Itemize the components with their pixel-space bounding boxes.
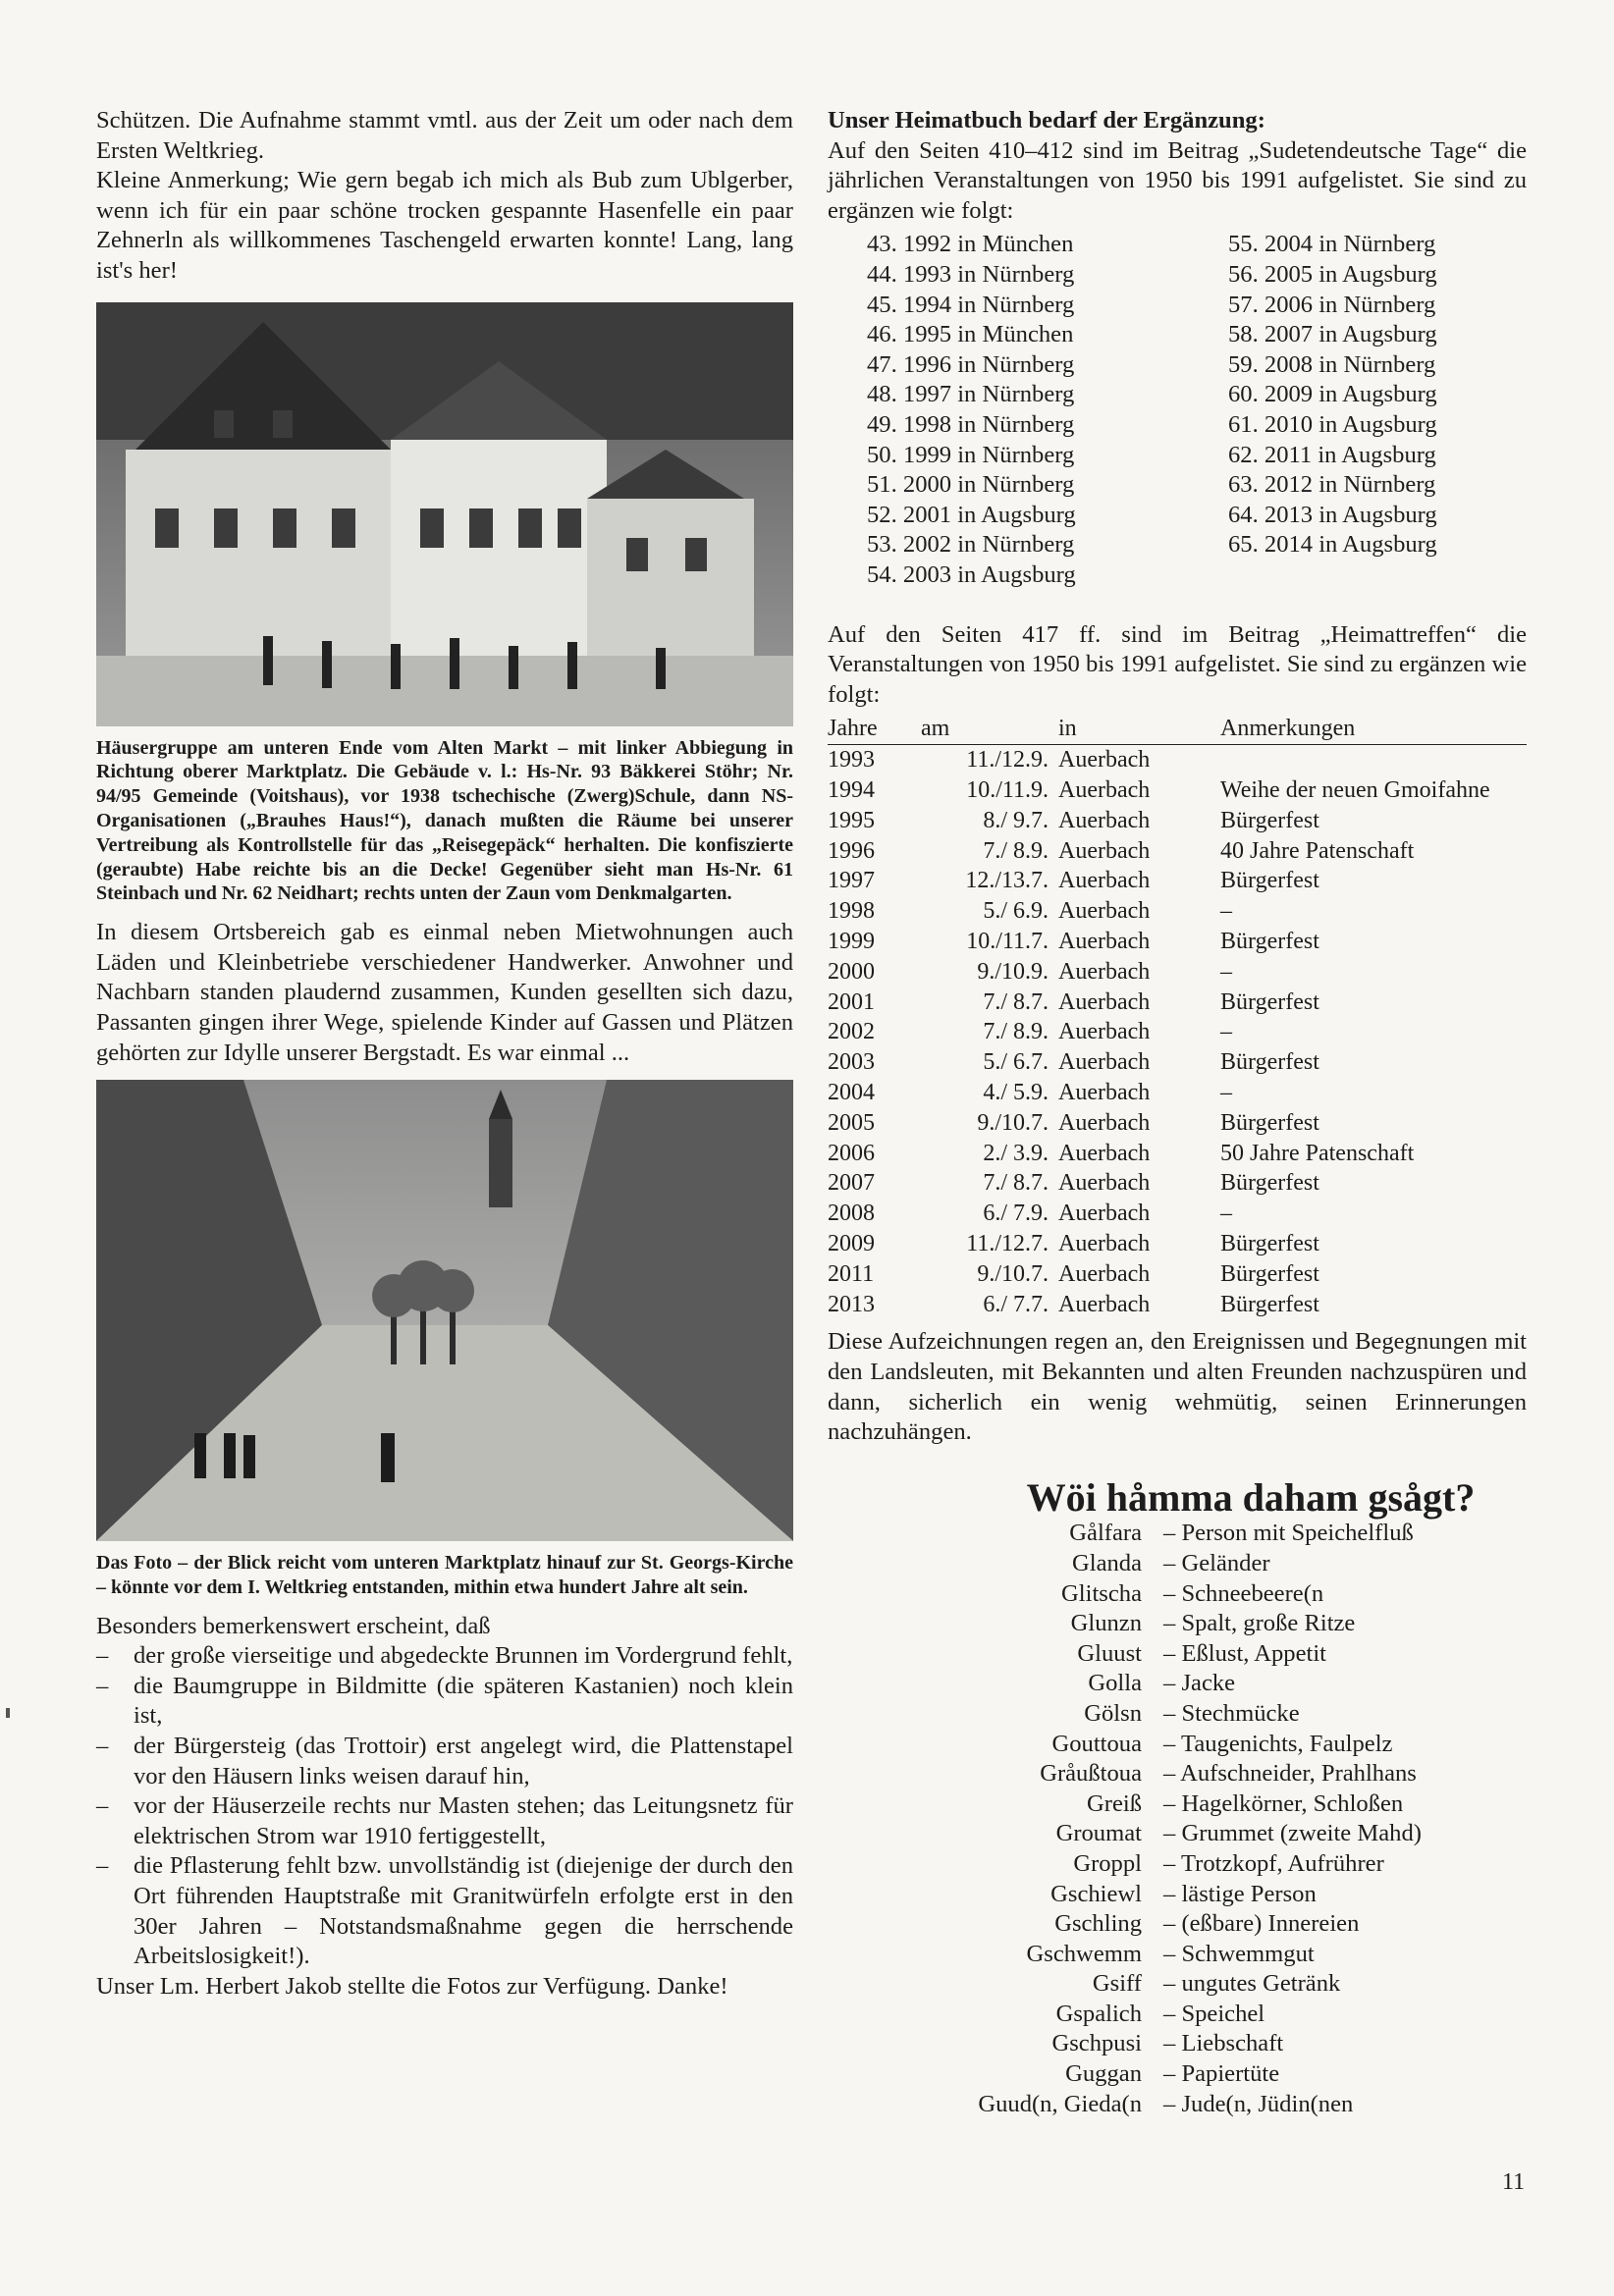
cell-place: Auerbach: [1058, 1291, 1151, 1317]
cell-date: 11./12.9.: [966, 747, 1049, 774]
table-row: [828, 1290, 1527, 1320]
meaning-text: ungutes Getränk: [1181, 1970, 1341, 1998]
dash-separator: –: [1163, 1880, 1182, 1907]
list-item: 62. 2011 in Augsburg: [1228, 441, 1436, 468]
glossary-entry: [828, 1730, 1527, 1760]
dash-separator: –: [1163, 2030, 1182, 2057]
cell-note: 40 Jahre Patenschaft: [1220, 837, 1415, 864]
dialect-title: Wöi håmma daham gsågt?: [1026, 1474, 1476, 1520]
dialect-word: Gsiff: [1092, 1970, 1142, 1998]
dialect-word: Gschling: [1054, 1910, 1142, 1938]
dialect-word: Gschwemm: [1026, 1940, 1142, 1967]
dialect-meaning: [1163, 2059, 1527, 2090]
header-anmerkungen: Anmerkungen: [1220, 714, 1527, 745]
dialect-meaning: [1163, 1549, 1527, 1579]
meaning-text: Grummet (zweite Mahd): [1181, 1820, 1422, 1847]
dash-separator: –: [1163, 1820, 1182, 1847]
cell-year: 2011: [828, 1260, 875, 1287]
meaning-text: Jacke: [1181, 1670, 1236, 1697]
cell-note: Bürgerfest: [1220, 1231, 1319, 1257]
cell-year: 2003: [828, 1049, 875, 1076]
dialect-meaning: [1163, 2029, 1527, 2059]
list-item: 46. 1995 in München: [867, 321, 1074, 348]
dialect-meaning: [1163, 1909, 1527, 1940]
glossary-entry: [828, 1699, 1527, 1730]
cell-note: Weihe der neuen Gmoifahne: [1220, 777, 1490, 804]
meaning-text: (eßbare) Innereien: [1181, 1910, 1360, 1938]
closing-reflection-paragraph: Diese Aufzeichnungen regen an, den Ereignissen und Begegnungen mit den Landsleuten, mit Bekannten und alten Freunden nachzuspüren und dann, sicherlich ein wenig wehmütig, seinen Erinnerungen nachzuhängen.: [828, 1328, 1527, 1446]
years-list: [828, 230, 1527, 590]
dialect-word: Gråußtoua: [1040, 1760, 1142, 1788]
cell-place: Auerbach: [1058, 747, 1151, 774]
dialect-word: Gschiewl: [1050, 1880, 1142, 1907]
cell-year: 2002: [828, 1019, 875, 1045]
cell-date: 7./ 8.7.: [983, 988, 1049, 1015]
dialect-meaning: [1163, 1519, 1527, 1549]
photo-caption-1: Häusergruppe am unteren Ende vom Alten Markt – mit linker Abbiegung in Richtung oberer Marktplatz. Die Gebäude v. l.: Hs-Nr. 93 Bäkkerei Stöhr; Nr. 94/95 Gemeinde (Voitshaus), vor 1938 tschechische (Zwerg)Schule, dann NS-Organisationen („Brauhes Haus!“), danach mußten die Räume bei unserer Vertreibung als Kontrollstelle für das „Reisegepäck“ herhalten. Die konfiszierte (geraubte) Habe reichte bis an die Decke! Gegenüber sieht man Hs-Nr. 61 Steinbach und Nr. 62 Neidhart; rechts unten der Zaun vom Denkmalgarten.: [96, 736, 793, 905]
list-item: 51. 2000 in Nürnberg: [867, 471, 1075, 499]
list-item: 43. 1992 in München: [867, 231, 1074, 258]
remarkable-list: [96, 1641, 793, 1972]
cell-place: Auerbach: [1058, 1019, 1151, 1045]
meaning-text: Aufschneider, Prahlhans: [1180, 1760, 1417, 1788]
list-item: – der große vierseitige und abgedeckte Brunnen im Vordergrund fehlt,: [96, 1641, 793, 1672]
cell-year: 1995: [828, 807, 875, 833]
dialect-word: Gspalich: [1055, 2000, 1142, 2027]
dash-separator: –: [1163, 1730, 1182, 1757]
dialect-word: Golla: [1088, 1670, 1142, 1697]
glossary-entry: [828, 1669, 1527, 1699]
dialect-word: Guud(n, Gieda(n: [978, 2090, 1142, 2117]
dash-separator: –: [1163, 2090, 1182, 2117]
cell-date: 9./10.9.: [977, 958, 1049, 985]
table-row: [828, 806, 1527, 836]
cell-year: 2006: [828, 1140, 875, 1166]
dash-separator: –: [1163, 1639, 1182, 1667]
dialect-word: Gouttoua: [1051, 1730, 1142, 1757]
dash-separator: –: [1163, 1610, 1182, 1637]
table-row: [828, 1199, 1527, 1229]
table-row: [828, 775, 1527, 806]
meaning-text: Hagelkörner, Schloßen: [1181, 1789, 1404, 1817]
table-body: [828, 745, 1527, 1320]
cell-year: 1994: [828, 777, 875, 804]
list-item: 64. 2013 in Augsburg: [1228, 501, 1437, 528]
meaning-text: Liebschaft: [1181, 2030, 1284, 2057]
dialect-glossary: [828, 1519, 1527, 2119]
glossary-entry: [828, 1880, 1527, 1910]
table-row: [828, 1047, 1527, 1078]
cell-year: 2005: [828, 1109, 875, 1136]
dash-separator: –: [1163, 1910, 1182, 1938]
cell-year: 2007: [828, 1170, 875, 1197]
table-row: [828, 1078, 1527, 1108]
dialect-word: Gluust: [1077, 1639, 1142, 1667]
cell-date: 6./ 7.7.: [983, 1291, 1049, 1317]
dash-separator: –: [1163, 1789, 1182, 1817]
remarkable-intro: Besonders bemerkenswert erscheint, daß: [96, 1612, 491, 1639]
cell-date: 5./ 6.7.: [983, 1049, 1049, 1076]
dialect-word: Greiß: [1087, 1789, 1142, 1817]
cell-year: 2013: [828, 1291, 875, 1317]
cell-year: 2008: [828, 1201, 875, 1227]
list-item: – vor der Häuserzeile rechts nur Masten stehen; das Leitungsnetz für elektrischen Strom war 1910 fertiggestellt,: [96, 1791, 793, 1851]
dash-separator: –: [1163, 1549, 1182, 1576]
table-row: [828, 896, 1527, 927]
cell-date: 2./ 3.9.: [983, 1140, 1049, 1166]
cell-note: –: [1220, 958, 1232, 985]
cell-date: 7./ 8.9.: [983, 1019, 1049, 1045]
years-column-2: [1177, 230, 1527, 590]
dialect-meaning: [1163, 1759, 1527, 1789]
table-row: [828, 866, 1527, 896]
glossary-entry: [828, 2090, 1527, 2120]
dialect-meaning: [1163, 1699, 1527, 1730]
dash-separator: –: [1163, 2060, 1182, 2088]
glossary-entry: [828, 1940, 1527, 1970]
photo-caption-2: Das Foto – der Blick reicht vom unteren Marktplatz hinauf zur St. Georgs-Kirche – könnte vor dem I. Weltkrieg entstanden, mithin etwa hundert Jahre alt sein.: [96, 1552, 793, 1598]
meaning-text: Spalt, große Ritze: [1181, 1610, 1356, 1637]
cell-note: Bürgerfest: [1220, 1170, 1319, 1197]
list-item: 54. 2003 in Augsburg: [867, 561, 1076, 588]
cell-place: Auerbach: [1058, 1231, 1151, 1257]
dialect-meaning: [1163, 1669, 1527, 1699]
cell-year: 1996: [828, 837, 875, 864]
list-item: 48. 1997 in Nürnberg: [867, 381, 1075, 408]
dialect-meaning: [1163, 1819, 1527, 1849]
dialect-word: Groppl: [1073, 1849, 1142, 1877]
list-item: 57. 2006 in Nürnberg: [1228, 291, 1436, 318]
meaning-text: Schwemmgut: [1181, 1940, 1315, 1967]
table-row: [828, 1108, 1527, 1139]
dialect-word: Gölsn: [1084, 1699, 1142, 1727]
heimattreffen-paragraph: Auf den Seiten 417 ff. sind im Beitrag „Heimattreffen“ die Veranstaltungen von 1950 bis 1991 aufgelistet. Sie sind zu ergänzen wie folgt:: [828, 620, 1527, 708]
section-heading: Unser Heimatbuch bedarf der Ergänzung:: [828, 107, 1265, 133]
cell-place: Auerbach: [1058, 837, 1151, 864]
table-row: [828, 988, 1527, 1018]
cell-place: Auerbach: [1058, 1109, 1151, 1136]
table-row: [828, 745, 1527, 775]
table-row: [828, 957, 1527, 988]
left-column: [96, 106, 793, 2002]
cell-year: 2001: [828, 988, 875, 1015]
list-item: 60. 2009 in Augsburg: [1228, 381, 1437, 408]
list-item: 65. 2014 in Augsburg: [1228, 531, 1437, 559]
list-item: 49. 1998 in Nürnberg: [867, 410, 1075, 438]
cell-place: Auerbach: [1058, 1080, 1151, 1106]
glossary-entry: [828, 1639, 1527, 1670]
sudetendeutsche-tage-paragraph: Auf den Seiten 410–412 sind im Beitrag „Sudetendeutsche Tage“ die jährlichen Veranstaltungen von 1950 bis 1991 aufgelistet. Sie sind zu ergänzen wie folgt:: [828, 136, 1527, 224]
cell-date: 6./ 7.9.: [983, 1201, 1049, 1227]
years-column-1: [828, 230, 1177, 590]
cell-note: Bürgerfest: [1220, 1291, 1319, 1317]
header-in: in: [1058, 714, 1220, 745]
cell-place: Auerbach: [1058, 807, 1151, 833]
cell-note: Bürgerfest: [1220, 1109, 1319, 1136]
cell-date: 4./ 5.9.: [983, 1080, 1049, 1106]
list-item: – die Pflasterung fehlt bzw. unvollständig ist (diejenige der durch den Ort führenden Hauptstraße mit Granitwürfeln erfolgte erst in den 30er Jahren – Notstandsmaßnahme gegen die herrschende Arbeitslosigkeit!).: [96, 1851, 793, 1971]
cell-date: 11./12.7.: [966, 1231, 1049, 1257]
dialect-word: Guggan: [1065, 2060, 1142, 2088]
dialect-meaning: [1163, 1579, 1527, 1610]
meaning-text: Schneebeere(n: [1181, 1579, 1324, 1607]
cell-year: 2004: [828, 1080, 875, 1106]
meaning-text: Jude(n, Jüdin(nen: [1181, 2090, 1354, 2117]
photo-marketplace: [96, 1080, 793, 1541]
page-number: 11: [1502, 2169, 1526, 2195]
meaning-text: Person mit Speichelfluß: [1181, 1520, 1414, 1547]
dialect-meaning: [1163, 1609, 1527, 1639]
glossary-entry: [828, 1549, 1527, 1579]
list-item: 56. 2005 in Augsburg: [1228, 260, 1437, 288]
dash-separator: –: [1163, 1699, 1182, 1727]
cell-note: Bürgerfest: [1220, 807, 1319, 833]
header-jahre: Jahre: [828, 714, 921, 745]
dialect-word: Gålfara: [1069, 1520, 1142, 1547]
meaning-text: Speichel: [1181, 2000, 1265, 2027]
table-row: [828, 836, 1527, 867]
cell-place: Auerbach: [1058, 868, 1151, 894]
photo-marketplace-image: [96, 1080, 793, 1541]
cell-date: 10./11.7.: [966, 929, 1049, 955]
dialect-word: Groumat: [1055, 1820, 1142, 1847]
glossary-entry: [828, 1579, 1527, 1610]
intro-paragraph-1: Schützen. Die Aufnahme stammt vmtl. aus der Zeit um oder nach dem Ersten Weltkrieg.: [96, 107, 793, 164]
meaning-text: Eßlust, Appetit: [1181, 1639, 1327, 1667]
cell-date: 9./10.7.: [977, 1109, 1049, 1136]
table-row: [828, 927, 1527, 957]
dialect-meaning: [1163, 1849, 1527, 1880]
cell-place: Auerbach: [1058, 958, 1151, 985]
meaning-text: Taugenichts, Faulpelz: [1181, 1730, 1393, 1757]
cell-place: Auerbach: [1058, 988, 1151, 1015]
cell-date: 7./ 8.9.: [983, 837, 1049, 864]
list-item: 55. 2004 in Nürnberg: [1228, 231, 1436, 258]
middle-paragraph: In diesem Ortsbereich gab es einmal neben Mietwohnungen auch Läden und Kleinbetriebe verschiedener Handwerker. Anwohner und Nachbarn standen plaudernd zusammen, Kunden gesellten sich dazu, Passanten gingen ihrer Wege, spielende Kinder auf Gassen und Plätzen gehörten zur Idylle unserer Bergstadt. Es war einmal ...: [96, 919, 793, 1066]
margin-mark: [6, 1708, 10, 1718]
cell-date: 8./ 9.7.: [983, 807, 1049, 833]
table-row: [828, 1259, 1527, 1290]
cell-date: 12./13.7.: [965, 868, 1049, 894]
closing-paragraph: Unser Lm. Herbert Jakob stellte die Fotos zur Verfügung. Danke!: [96, 1972, 728, 2000]
cell-note: Bürgerfest: [1220, 988, 1319, 1015]
photo-houses-image: [96, 302, 793, 726]
list-item: 59. 2008 in Nürnberg: [1228, 350, 1436, 378]
list-item: 50. 1999 in Nürnberg: [867, 441, 1075, 468]
cell-note: –: [1220, 1201, 1232, 1227]
meaning-text: Trotzkopf, Aufrührer: [1181, 1849, 1384, 1877]
dialect-meaning: [1163, 1940, 1527, 1970]
table-row: [828, 1017, 1527, 1047]
cell-date: 5./ 6.9.: [983, 898, 1049, 925]
dialect-meaning: [1163, 2000, 1527, 2030]
list-item: – die Baumgruppe in Bildmitte (die späteren Kastanien) noch klein ist,: [96, 1672, 793, 1732]
glossary-entry: [828, 1849, 1527, 1880]
cell-place: Auerbach: [1058, 1170, 1151, 1197]
cell-place: Auerbach: [1058, 1201, 1151, 1227]
cell-note: [1220, 745, 1527, 775]
glossary-entry: [828, 1789, 1527, 1820]
cell-note: Bürgerfest: [1220, 1260, 1319, 1287]
cell-note: –: [1220, 1080, 1232, 1106]
dialect-meaning: [1163, 1730, 1527, 1760]
cell-year: 2000: [828, 958, 875, 985]
list-item: 63. 2012 in Nürnberg: [1228, 471, 1436, 499]
table-header-row: [828, 714, 1527, 745]
table-row: [828, 1229, 1527, 1259]
cell-place: Auerbach: [1058, 1140, 1151, 1166]
list-item: 52. 2001 in Augsburg: [867, 501, 1076, 528]
meaning-text: Stechmücke: [1181, 1699, 1300, 1727]
glossary-entry: [828, 1609, 1527, 1639]
cell-year: 1993: [828, 747, 875, 774]
meaning-text: Geländer: [1181, 1549, 1270, 1576]
glossary-entry: [828, 2059, 1527, 2090]
cell-place: Auerbach: [1058, 777, 1151, 804]
photo-houses: [96, 302, 793, 726]
table-row: [828, 1139, 1527, 1169]
dialect-word: Glitscha: [1061, 1579, 1142, 1607]
list-item: 61. 2010 in Augsburg: [1228, 410, 1437, 438]
glossary-entry: [828, 2000, 1527, 2030]
meaning-text: Papiertüte: [1181, 2060, 1280, 2088]
meaning-text: lästige Person: [1181, 1880, 1317, 1907]
dialect-meaning: [1163, 1969, 1527, 2000]
cell-date: 10./11.9.: [966, 777, 1049, 804]
right-column: [828, 106, 1527, 2119]
dialect-meaning: [1163, 2090, 1527, 2120]
dialect-meaning: [1163, 1880, 1527, 1910]
cell-note: 50 Jahre Patenschaft: [1220, 1140, 1415, 1166]
dash-separator: –: [1163, 1579, 1182, 1607]
cell-note: Bürgerfest: [1220, 868, 1319, 894]
cell-note: Bürgerfest: [1220, 1049, 1319, 1076]
list-item: 47. 1996 in Nürnberg: [867, 350, 1075, 378]
list-item: – der Bürgersteig (das Trottoir) erst angelegt wird, die Plattenstapel vor den Häusern links weisen darauf hin,: [96, 1732, 793, 1791]
cell-place: Auerbach: [1058, 1260, 1151, 1287]
dialect-meaning: [1163, 1789, 1527, 1820]
cell-year: 1997: [828, 868, 875, 894]
dialect-meaning: [1163, 1639, 1527, 1670]
glossary-entry: [828, 1909, 1527, 1940]
list-item: 58. 2007 in Augsburg: [1228, 321, 1437, 348]
dialect-word: Glunzn: [1070, 1610, 1142, 1637]
dash-separator: –: [1163, 1940, 1182, 1967]
glossary-entry: [828, 1759, 1527, 1789]
cell-note: –: [1220, 898, 1232, 925]
cell-year: 1999: [828, 929, 875, 955]
cell-year: 2009: [828, 1231, 875, 1257]
cell-note: –: [1220, 1019, 1232, 1045]
cell-date: 7./ 8.7.: [983, 1170, 1049, 1197]
cell-place: Auerbach: [1058, 1049, 1151, 1076]
intro-paragraph-2: Kleine Anmerkung; Wie gern begab ich mich als Bub zum Ublgerber, wenn ich für ein paar schöne trocken gespannte Hasenfelle ein paar Zehnerln als willkommenes Taschengeld erwarten konnte! Lang, lang ist's her!: [96, 167, 793, 284]
dash-separator: –: [1163, 1670, 1182, 1697]
glossary-entry: [828, 1969, 1527, 2000]
table-row: [828, 1168, 1527, 1199]
cell-date: 9./10.7.: [977, 1260, 1049, 1287]
dash-separator: –: [1163, 1849, 1182, 1877]
dash-separator: –: [1163, 1760, 1181, 1788]
cell-place: Auerbach: [1058, 929, 1151, 955]
cell-year: 1998: [828, 898, 875, 925]
glossary-entry: [828, 2029, 1527, 2059]
cell-note: Bürgerfest: [1220, 929, 1319, 955]
dash-separator: –: [1163, 1970, 1182, 1998]
dash-separator: –: [1163, 1520, 1182, 1547]
list-item: 45. 1994 in Nürnberg: [867, 291, 1075, 318]
heimattreffen-table: [828, 714, 1527, 1319]
header-am: am: [921, 714, 1058, 745]
dash-separator: –: [1163, 2000, 1182, 2027]
list-item: 44. 1993 in Nürnberg: [867, 260, 1075, 288]
cell-place: Auerbach: [1058, 898, 1151, 925]
dialect-word: Gschpusi: [1051, 2030, 1142, 2057]
glossary-entry: [828, 1819, 1527, 1849]
dialect-word: Glanda: [1071, 1549, 1142, 1576]
glossary-entry: [828, 1519, 1527, 1549]
list-item: 53. 2002 in Nürnberg: [867, 531, 1075, 559]
